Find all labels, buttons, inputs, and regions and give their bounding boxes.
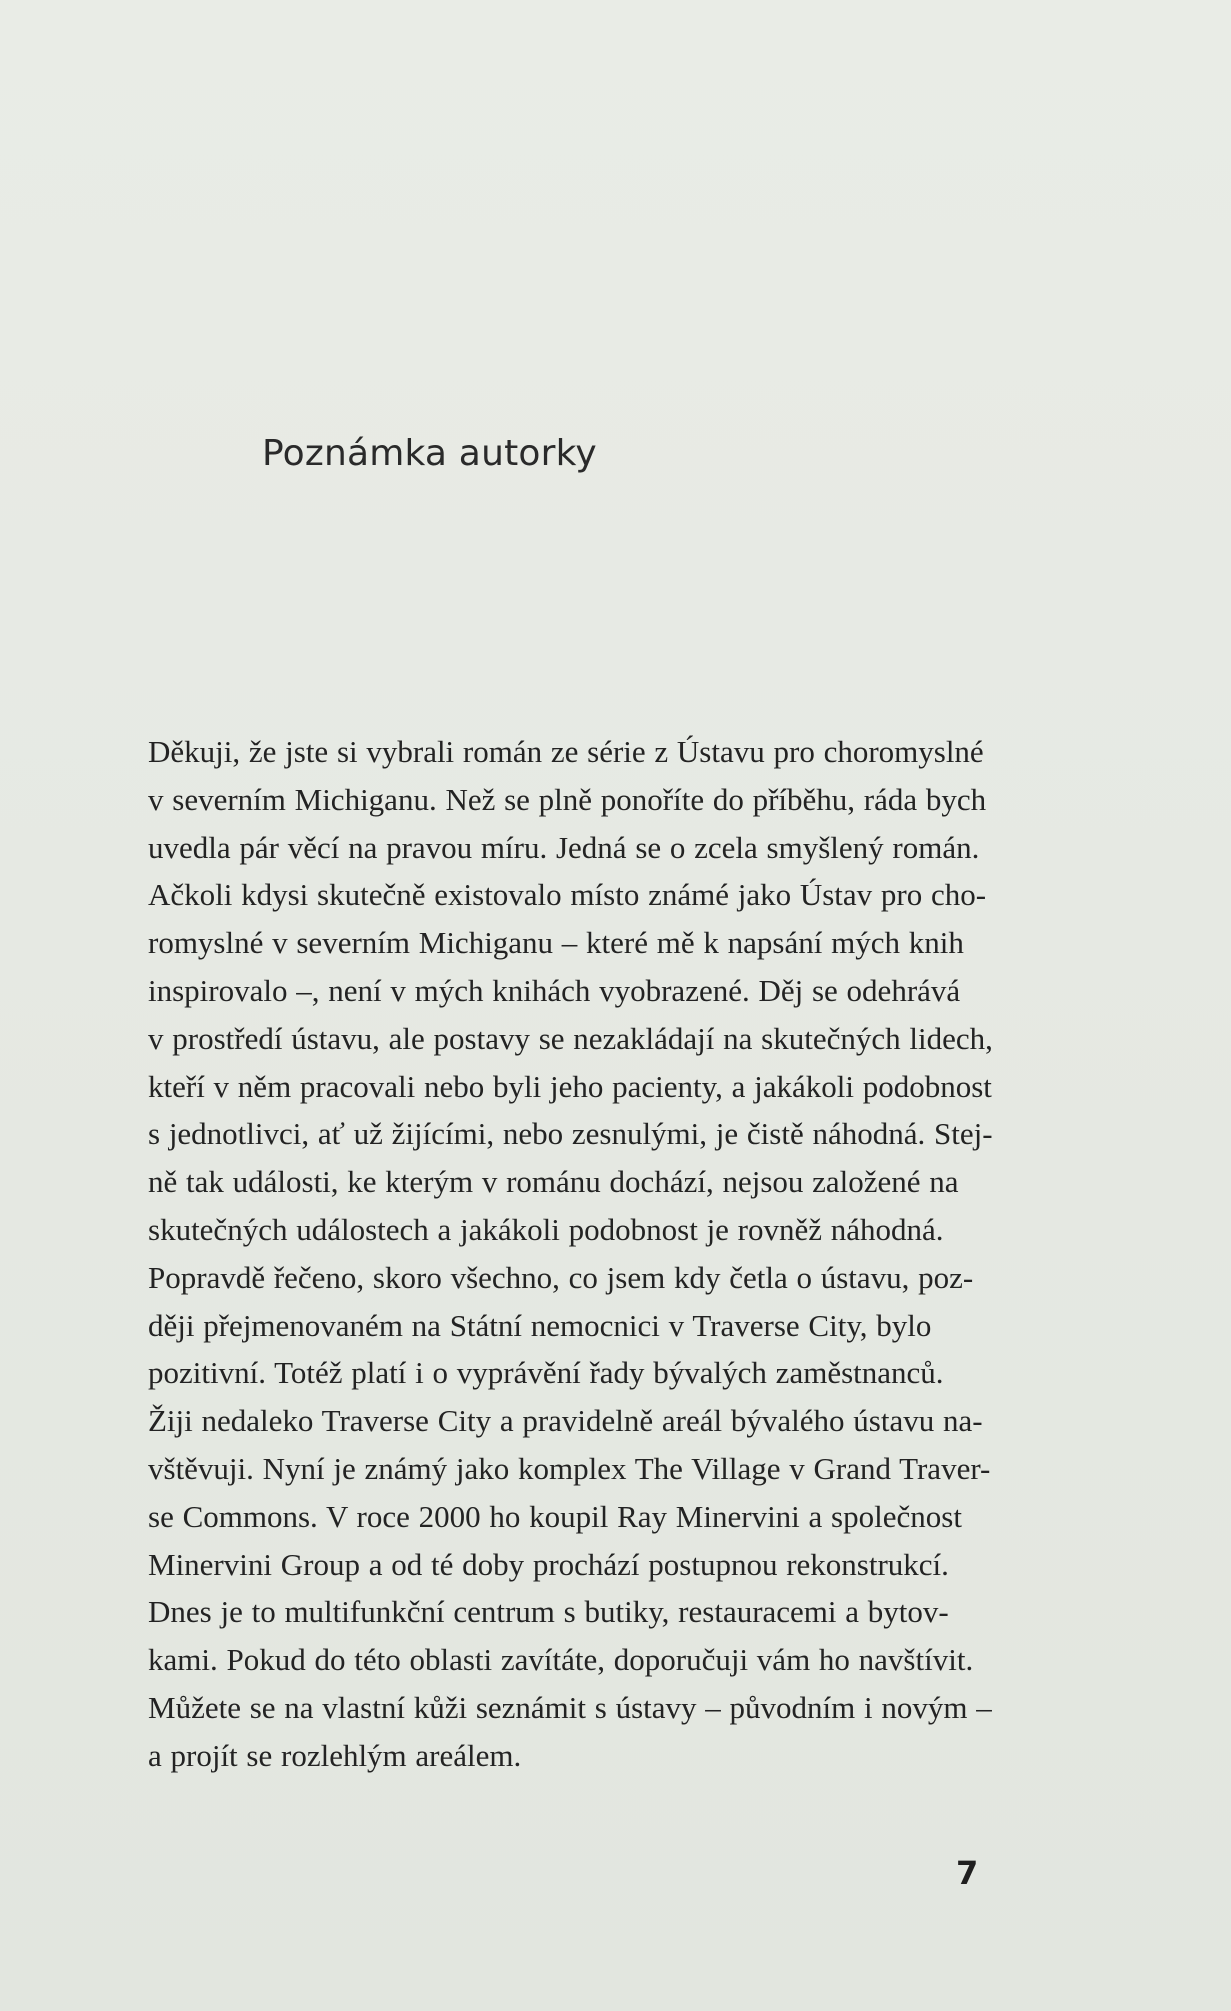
text-line: kteří v něm pracovali nebo byli jeho pacienty, a jakákoli podobnost xyxy=(148,1068,992,1104)
text-line: a projít se rozlehlým areálem. xyxy=(148,1737,522,1773)
body-text xyxy=(148,728,1108,1780)
text-line: uvedla pár věcí na pravou míru. Jedná se o zcela smyšlený román. xyxy=(148,829,980,865)
text-line: v severním Michiganu. Než se plně ponoříte do příběhu, ráda bych xyxy=(148,781,987,817)
text-line: romyslné v severním Michiganu – které mě k napsání mých knih xyxy=(148,925,964,961)
text-line: pozitivní. Totéž platí i o vyprávění řady bývalých zaměstnanců. xyxy=(148,1355,944,1391)
text-line: Děkuji, že jste si vybrali román ze série z Ústavu pro choromyslné xyxy=(148,734,984,769)
page-number: 7 xyxy=(956,1854,979,1892)
text-line: se Commons. V roce 2000 ho koupil Ray Minervini a společnost xyxy=(148,1498,962,1534)
text-line: Můžete se na vlastní kůži seznámit s ústavy – původním i novým – xyxy=(148,1689,992,1725)
text-line: inspirovalo –, není v mých knihách vyobrazené. Děj se odehrává xyxy=(148,972,961,1008)
text-line: Dnes je to multifunkční centrum s butiky, restauracemi a bytov- xyxy=(148,1594,949,1630)
text-line: Minervini Group a od té doby prochází postupnou rekonstrukcí. xyxy=(148,1546,949,1582)
text-line: v prostředí ústavu, ale postavy se nezakládají na skutečných lidech, xyxy=(148,1020,993,1056)
text-line: ději přejmenovaném na Státní nemocnici v Traverse City, bylo xyxy=(148,1307,932,1343)
text-line: kami. Pokud do této oblasti zavítáte, doporučuji vám ho navštívit. xyxy=(148,1642,974,1678)
text-line: Popravdě řečeno, skoro všechno, co jsem kdy četla o ústavu, poz- xyxy=(148,1259,974,1295)
text-line: Žiji nedaleko Traverse City a pravidelně areál bývalého ústavu na- xyxy=(148,1403,983,1439)
text-line: ně tak události, ke kterým v románu dochází, nejsou založené na xyxy=(148,1164,959,1200)
text-line: vštěvuji. Nyní je známý jako komplex The Village v Grand Traver- xyxy=(148,1450,991,1486)
page-title: Poznámka autorky xyxy=(262,433,597,474)
text-line: skutečných událostech a jakákoli podobnost je rovněž náhodná. xyxy=(148,1211,944,1247)
text-line: Ačkoli kdysi skutečně existovalo místo známé jako Ústav pro cho- xyxy=(148,877,987,913)
text-line: s jednotlivci, ať už žijícími, nebo zesnulými, je čistě náhodná. Stej- xyxy=(148,1116,993,1152)
